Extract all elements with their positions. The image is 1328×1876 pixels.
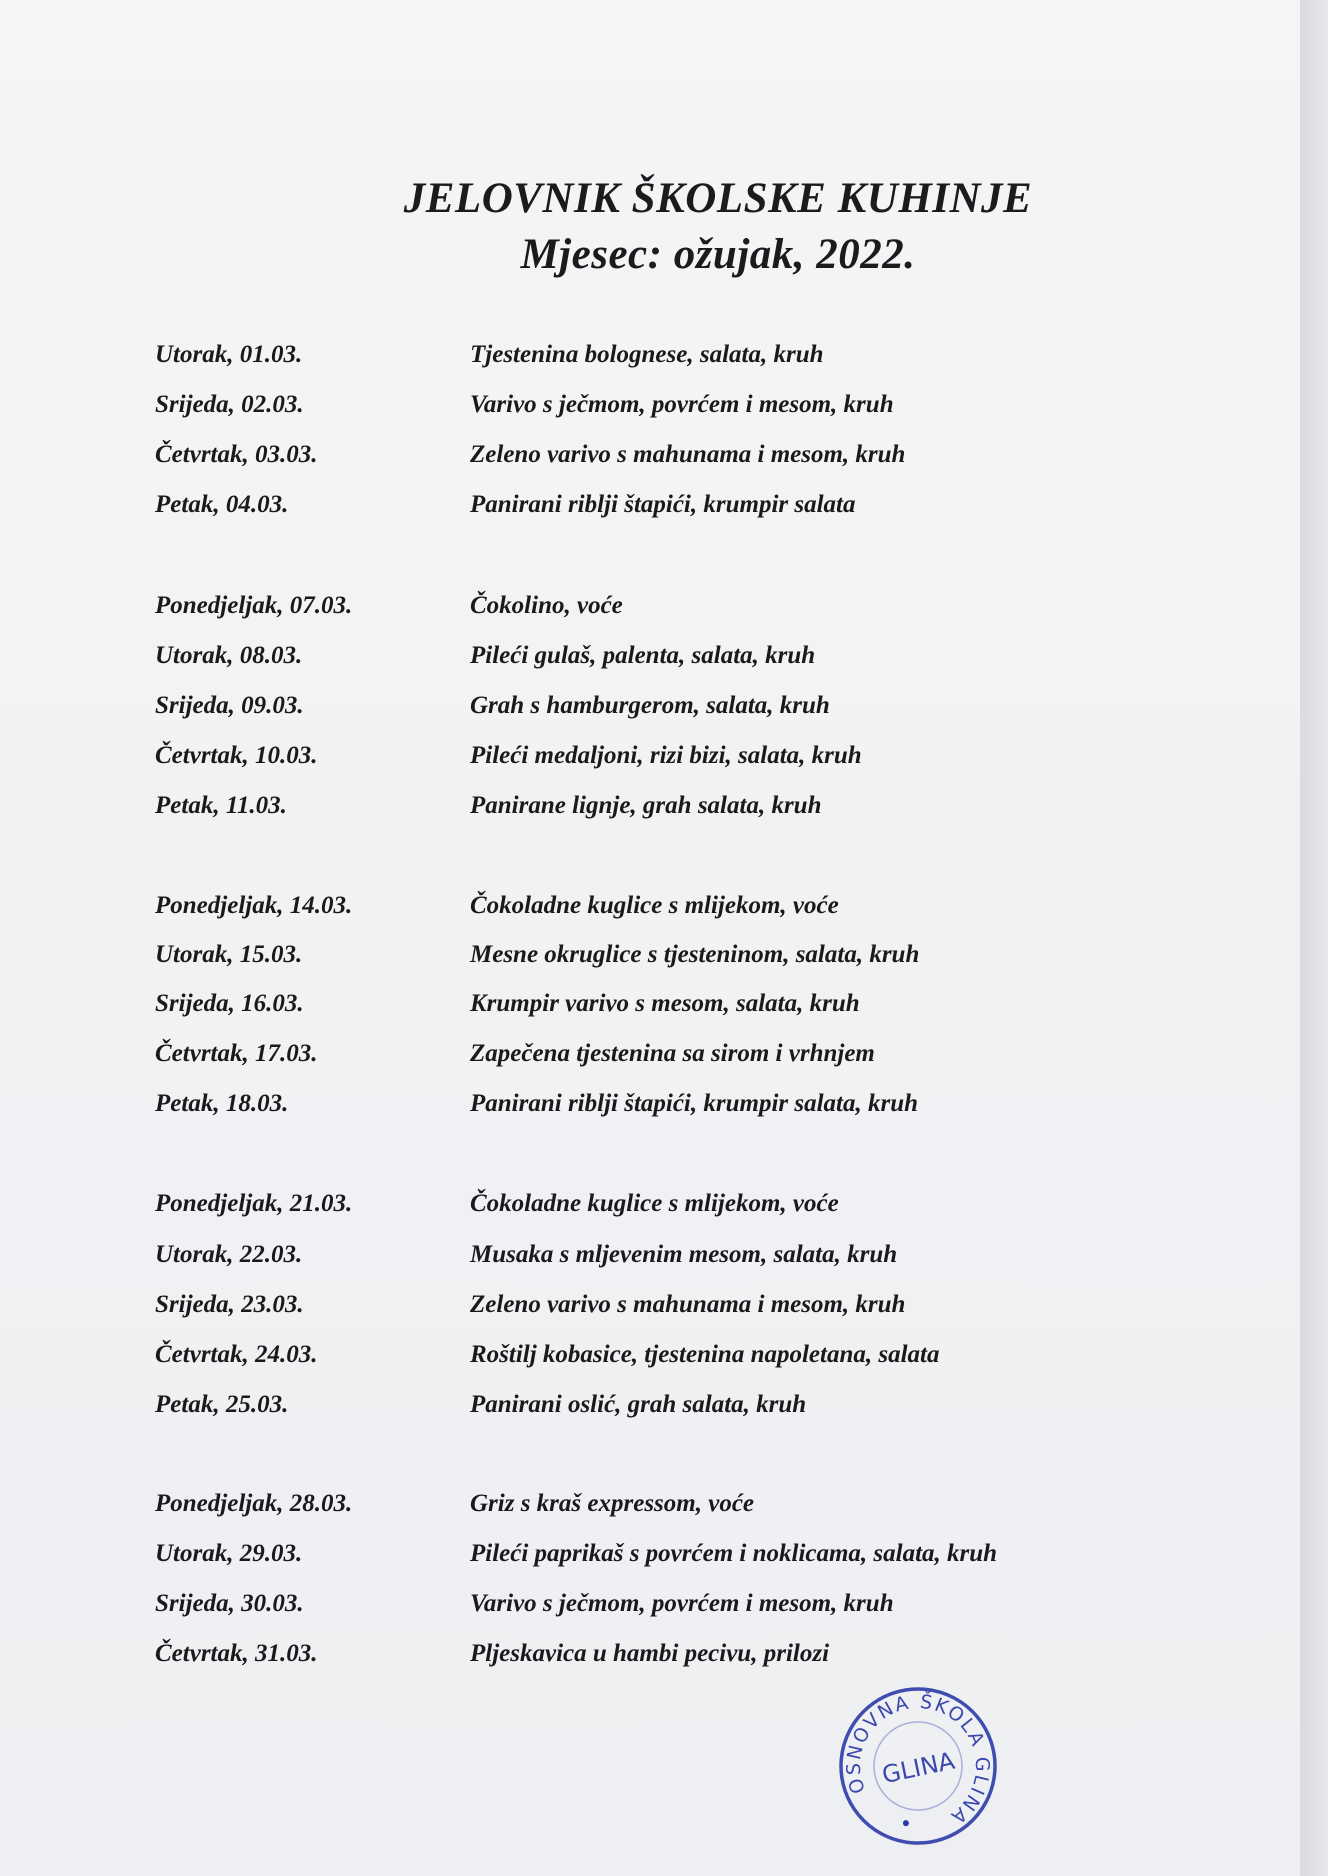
background-edge <box>1300 0 1328 1876</box>
menu-day: Utorak, 01.03. <box>155 341 303 368</box>
menu-row <box>0 636 1300 676</box>
menu-meal: Musaka s mljevenim mesom, salata, kruh <box>470 1241 898 1268</box>
menu-meal: Tjestenina bolognese, salata, kruh <box>470 341 824 368</box>
menu-row <box>0 1285 1300 1325</box>
menu-day: Četvrtak, 24.03. <box>155 1341 318 1368</box>
menu-meal: Krumpir varivo s mesom, salata, kruh <box>470 990 860 1017</box>
menu-day: Ponedjeljak, 14.03. <box>155 892 353 919</box>
menu-row <box>0 586 1300 626</box>
menu-row <box>0 1484 1300 1524</box>
menu-row <box>0 984 1300 1024</box>
menu-day: Petak, 04.03. <box>155 491 289 518</box>
menu-meal: Panirani oslić, grah salata, kruh <box>470 1391 807 1418</box>
menu-meal: Čokoladne kuglice s mlijekom, voće <box>470 892 839 919</box>
menu-day: Utorak, 08.03. <box>155 642 303 669</box>
menu-day: Ponedjeljak, 21.03. <box>155 1190 353 1217</box>
menu-meal: Panirane lignje, grah salata, kruh <box>470 792 822 819</box>
stamp-center-text: GLINA <box>879 1746 958 1790</box>
menu-day: Utorak, 29.03. <box>155 1540 303 1567</box>
menu-row <box>0 1084 1300 1124</box>
school-stamp <box>836 1684 1000 1848</box>
stamp-ring-text: OSNOVNA ŠKOLA GLINA <box>842 1690 994 1829</box>
menu-meal: Zeleno varivo s mahunama i mesom, kruh <box>470 1291 906 1318</box>
menu-meal: Panirani riblji štapići, krumpir salata, kruh <box>470 1090 919 1117</box>
menu-day: Četvrtak, 17.03. <box>155 1040 318 1067</box>
menu-row <box>0 1184 1300 1224</box>
menu-day: Ponedjeljak, 07.03. <box>155 592 353 619</box>
menu-meal: Grah s hamburgerom, salata, kruh <box>470 692 830 719</box>
menu-row <box>0 1335 1300 1375</box>
menu-meal: Pileći gulaš, palenta, salata, kruh <box>470 642 816 669</box>
menu-meal: Roštilj kobasice, tjestenina napoletana, salata <box>470 1341 940 1368</box>
menu-row <box>0 1235 1300 1275</box>
menu-day: Petak, 25.03. <box>155 1391 289 1418</box>
menu-day: Srijeda, 09.03. <box>155 692 304 719</box>
menu-row <box>0 485 1300 525</box>
menu-day: Srijeda, 02.03. <box>155 391 304 418</box>
menu-row <box>0 886 1300 926</box>
menu-meal: Pljeskavica u hambi pecivu, prilozi <box>470 1640 830 1667</box>
menu-row <box>0 435 1300 475</box>
menu-meal: Čokoladne kuglice s mlijekom, voće <box>470 1190 839 1217</box>
menu-day: Četvrtak, 03.03. <box>155 441 318 468</box>
menu-day: Srijeda, 23.03. <box>155 1291 304 1318</box>
menu-row <box>0 935 1300 975</box>
menu-day: Ponedjeljak, 28.03. <box>155 1490 353 1517</box>
menu-meal: Varivo s ječmom, povrćem i mesom, kruh <box>470 1590 894 1617</box>
menu-meal: Zapečena tjestenina sa sirom i vrhnjem <box>470 1040 875 1067</box>
menu-meal: Panirani riblji štapići, krumpir salata <box>470 491 856 518</box>
menu-row <box>0 786 1300 826</box>
menu-meal: Pileći paprikaš s povrćem i noklicama, salata, kruh <box>470 1540 998 1567</box>
menu-subtitle: Mjesec: ožujak, 2022. <box>520 231 916 278</box>
menu-row <box>0 1534 1300 1574</box>
menu-meal: Zeleno varivo s mahunama i mesom, kruh <box>470 441 906 468</box>
menu-day: Četvrtak, 10.03. <box>155 742 318 769</box>
menu-day: Četvrtak, 31.03. <box>155 1640 318 1667</box>
menu-day: Utorak, 15.03. <box>155 941 303 968</box>
stamp-seal-graphic <box>836 1684 1000 1848</box>
menu-row <box>0 1385 1300 1425</box>
menu-row <box>0 686 1300 726</box>
menu-day: Srijeda, 30.03. <box>155 1590 304 1617</box>
menu-day: Utorak, 22.03. <box>155 1241 303 1268</box>
menu-row <box>0 1034 1300 1074</box>
menu-meal: Čokolino, voće <box>470 592 623 619</box>
menu-day: Petak, 11.03. <box>155 792 287 819</box>
menu-day: Petak, 18.03. <box>155 1090 289 1117</box>
menu-day: Srijeda, 16.03. <box>155 990 304 1017</box>
menu-row <box>0 335 1300 375</box>
menu-row <box>0 1584 1300 1624</box>
menu-meal: Pileći medaljoni, rizi bizi, salata, kruh <box>470 742 862 769</box>
menu-row <box>0 1634 1300 1674</box>
menu-meal: Varivo s ječmom, povrćem i mesom, kruh <box>470 391 894 418</box>
menu-meal: Griz s kraš expressom, voće <box>470 1490 755 1517</box>
menu-row <box>0 385 1300 425</box>
menu-title: JELOVNIK ŠKOLSKE KUHINJE <box>403 175 1033 222</box>
menu-meal: Mesne okruglice s tjesteninom, salata, kruh <box>470 941 920 968</box>
menu-row <box>0 736 1300 776</box>
